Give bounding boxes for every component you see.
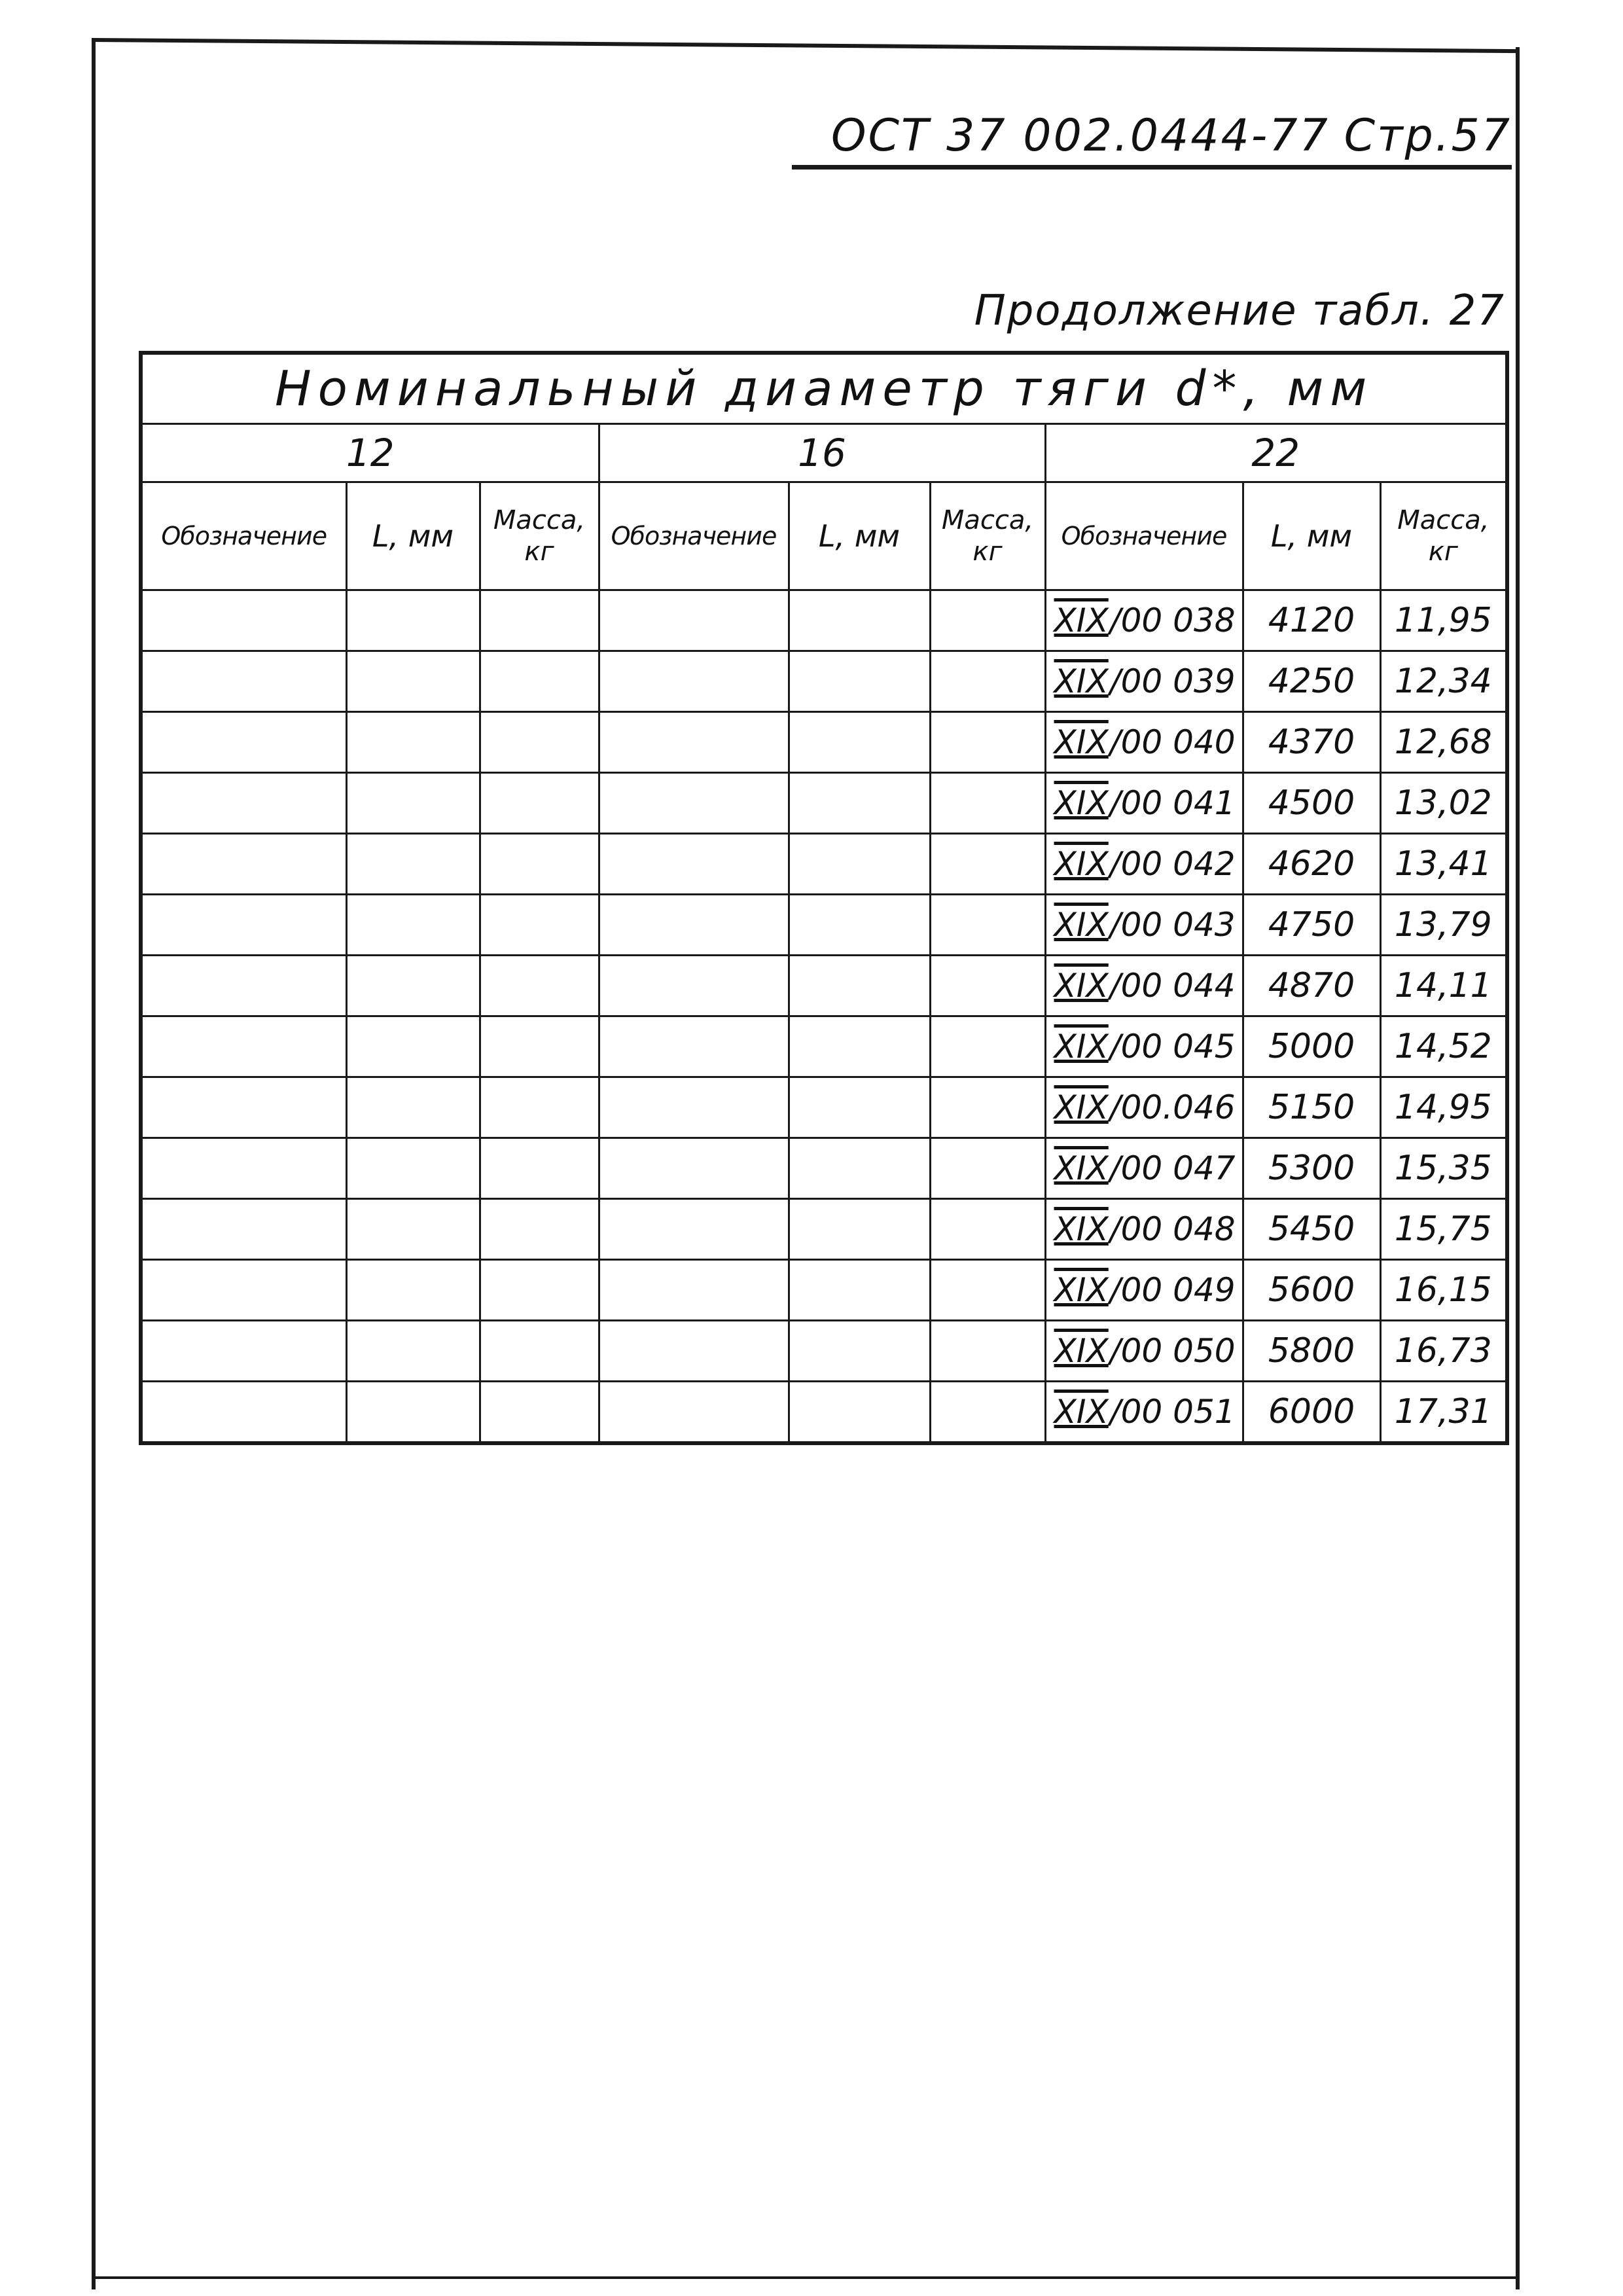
empty-cell bbox=[599, 773, 789, 834]
document-code: ОСТ 37 002.0444-77 bbox=[831, 110, 1330, 162]
length-cell: 5450 bbox=[1243, 1199, 1380, 1260]
empty-cell bbox=[480, 1016, 599, 1077]
designation-prefix: XIX bbox=[1054, 1088, 1109, 1126]
empty-cell bbox=[599, 1199, 789, 1260]
mass-cell: 17,31 bbox=[1380, 1382, 1507, 1444]
designation-prefix: XIX bbox=[1054, 784, 1109, 822]
table-row bbox=[141, 1016, 1507, 1077]
empty-cell bbox=[346, 590, 480, 651]
empty-cell bbox=[930, 1260, 1045, 1321]
designation-code: /00 040 bbox=[1109, 723, 1236, 761]
designation-cell bbox=[1045, 1138, 1243, 1199]
designation-cell bbox=[1045, 834, 1243, 895]
designation-code: /00 047 bbox=[1109, 1149, 1236, 1187]
empty-cell bbox=[141, 651, 346, 712]
table-row bbox=[141, 590, 1507, 651]
designation-prefix: XIX bbox=[1054, 1332, 1109, 1370]
mass-cell: 12,34 bbox=[1380, 651, 1507, 712]
empty-cell bbox=[480, 773, 599, 834]
empty-cell bbox=[930, 773, 1045, 834]
designation-code: /00 049 bbox=[1109, 1271, 1236, 1309]
designation-prefix: XIX bbox=[1054, 906, 1109, 944]
empty-cell bbox=[346, 895, 480, 956]
designation-cell bbox=[1045, 895, 1243, 956]
empty-cell bbox=[346, 1321, 480, 1382]
col-designation-header: Обозначение bbox=[1045, 482, 1243, 590]
mass-cell: 14,11 bbox=[1380, 956, 1507, 1016]
table-row bbox=[141, 651, 1507, 712]
length-cell: 5000 bbox=[1243, 1016, 1380, 1077]
empty-cell bbox=[141, 590, 346, 651]
empty-cell bbox=[480, 834, 599, 895]
empty-cell bbox=[930, 1077, 1045, 1138]
designation-prefix: XIX bbox=[1054, 967, 1109, 1005]
empty-cell bbox=[930, 1016, 1045, 1077]
empty-cell bbox=[480, 895, 599, 956]
empty-cell bbox=[141, 773, 346, 834]
empty-cell bbox=[480, 1260, 599, 1321]
empty-cell bbox=[930, 1321, 1045, 1382]
empty-cell bbox=[599, 1382, 789, 1444]
length-cell: 4250 bbox=[1243, 651, 1380, 712]
designation-cell bbox=[1045, 1199, 1243, 1260]
empty-cell bbox=[480, 1321, 599, 1382]
empty-cell bbox=[930, 1382, 1045, 1444]
designation-cell bbox=[1045, 712, 1243, 773]
designation-code: /00 038 bbox=[1109, 601, 1236, 639]
mass-cell: 16,73 bbox=[1380, 1321, 1507, 1382]
empty-cell bbox=[480, 651, 599, 712]
designation-prefix: XIX bbox=[1054, 723, 1109, 761]
empty-cell bbox=[480, 590, 599, 651]
col-mass-header: Масса, кг bbox=[480, 482, 599, 590]
empty-cell bbox=[480, 1138, 599, 1199]
col-designation-header: Обозначение bbox=[599, 482, 789, 590]
mass-cell: 13,79 bbox=[1380, 895, 1507, 956]
document-header bbox=[831, 110, 1512, 169]
designation-prefix: XIX bbox=[1054, 1210, 1109, 1248]
length-cell: 4870 bbox=[1243, 956, 1380, 1016]
designation-prefix: XIX bbox=[1054, 1393, 1109, 1431]
empty-cell bbox=[789, 712, 930, 773]
designation-prefix: XIX bbox=[1054, 601, 1109, 639]
empty-cell bbox=[480, 956, 599, 1016]
diameter-12-header: 12 bbox=[141, 424, 599, 482]
length-cell: 6000 bbox=[1243, 1382, 1380, 1444]
table-row bbox=[141, 1138, 1507, 1199]
empty-cell bbox=[599, 1321, 789, 1382]
length-cell: 5800 bbox=[1243, 1321, 1380, 1382]
empty-cell bbox=[141, 834, 346, 895]
mass-cell: 15,35 bbox=[1380, 1138, 1507, 1199]
length-cell: 4120 bbox=[1243, 590, 1380, 651]
table-title: Номинальный диаметр тяги d*, мм bbox=[141, 353, 1507, 424]
empty-cell bbox=[930, 834, 1045, 895]
empty-cell bbox=[789, 895, 930, 956]
table-row bbox=[141, 1199, 1507, 1260]
mass-cell: 13,02 bbox=[1380, 773, 1507, 834]
empty-cell bbox=[599, 651, 789, 712]
empty-cell bbox=[346, 1138, 480, 1199]
col-mass-header: Масса, кг bbox=[1380, 482, 1507, 590]
empty-cell bbox=[789, 590, 930, 651]
mass-cell: 11,95 bbox=[1380, 590, 1507, 651]
designation-code: /00 050 bbox=[1109, 1332, 1236, 1370]
empty-cell bbox=[789, 651, 930, 712]
empty-cell bbox=[930, 1199, 1045, 1260]
empty-cell bbox=[789, 1382, 930, 1444]
page-frame-right bbox=[1516, 47, 1520, 2289]
empty-cell bbox=[346, 834, 480, 895]
designation-code: /00 042 bbox=[1109, 845, 1236, 883]
empty-cell bbox=[346, 1016, 480, 1077]
empty-cell bbox=[930, 651, 1045, 712]
designation-cell bbox=[1045, 1077, 1243, 1138]
empty-cell bbox=[346, 773, 480, 834]
length-cell: 4620 bbox=[1243, 834, 1380, 895]
diameter-22-header: 22 bbox=[1045, 424, 1507, 482]
empty-cell bbox=[789, 1138, 930, 1199]
designation-code: /00 041 bbox=[1109, 784, 1236, 822]
page-frame-top bbox=[92, 38, 1518, 53]
designation-code: /00 045 bbox=[1109, 1028, 1236, 1066]
table-row bbox=[141, 773, 1507, 834]
table-row bbox=[141, 895, 1507, 956]
designation-code: /00 043 bbox=[1109, 906, 1236, 944]
header-rule bbox=[792, 165, 1512, 170]
designation-cell bbox=[1045, 1260, 1243, 1321]
empty-cell bbox=[141, 1077, 346, 1138]
col-mass-header: Масса, кг bbox=[930, 482, 1045, 590]
empty-cell bbox=[599, 1138, 789, 1199]
empty-cell bbox=[141, 1138, 346, 1199]
mass-cell: 14,52 bbox=[1380, 1016, 1507, 1077]
diameter-16-header: 16 bbox=[599, 424, 1045, 482]
empty-cell bbox=[599, 834, 789, 895]
designation-cell bbox=[1045, 1382, 1243, 1444]
empty-cell bbox=[346, 1077, 480, 1138]
empty-cell bbox=[599, 1260, 789, 1321]
length-cell: 4750 bbox=[1243, 895, 1380, 956]
page-number: Стр.57 bbox=[1344, 110, 1512, 162]
empty-cell bbox=[141, 1382, 346, 1444]
designation-cell bbox=[1045, 956, 1243, 1016]
table-row bbox=[141, 1260, 1507, 1321]
empty-cell bbox=[789, 956, 930, 1016]
col-length-header: L, мм bbox=[346, 482, 480, 590]
empty-cell bbox=[480, 1077, 599, 1138]
empty-cell bbox=[346, 712, 480, 773]
mass-cell: 14,95 bbox=[1380, 1077, 1507, 1138]
designation-cell bbox=[1045, 1016, 1243, 1077]
designation-cell bbox=[1045, 590, 1243, 651]
designation-cell bbox=[1045, 651, 1243, 712]
empty-cell bbox=[480, 1382, 599, 1444]
table-row bbox=[141, 956, 1507, 1016]
empty-cell bbox=[480, 712, 599, 773]
designation-prefix: XIX bbox=[1054, 1028, 1109, 1066]
empty-cell bbox=[599, 1077, 789, 1138]
empty-cell bbox=[599, 712, 789, 773]
empty-cell bbox=[599, 590, 789, 651]
mass-cell: 13,41 bbox=[1380, 834, 1507, 895]
empty-cell bbox=[789, 834, 930, 895]
designation-prefix: XIX bbox=[1054, 1149, 1109, 1187]
empty-cell bbox=[599, 1016, 789, 1077]
designation-code: /00.046 bbox=[1109, 1088, 1236, 1126]
designation-cell bbox=[1045, 1321, 1243, 1382]
mass-cell: 15,75 bbox=[1380, 1199, 1507, 1260]
empty-cell bbox=[789, 1077, 930, 1138]
rod-table bbox=[139, 351, 1509, 1445]
empty-cell bbox=[480, 1199, 599, 1260]
table-row bbox=[141, 1382, 1507, 1444]
empty-cell bbox=[141, 1321, 346, 1382]
table-row bbox=[141, 1077, 1507, 1138]
table-continuation-caption: Продолжение табл. 27 bbox=[974, 287, 1505, 335]
col-length-header: L, мм bbox=[1243, 482, 1380, 590]
empty-cell bbox=[930, 895, 1045, 956]
designation-code: /00 048 bbox=[1109, 1210, 1236, 1248]
empty-cell bbox=[141, 1199, 346, 1260]
empty-cell bbox=[346, 1382, 480, 1444]
empty-cell bbox=[599, 895, 789, 956]
empty-cell bbox=[346, 1260, 480, 1321]
designation-cell bbox=[1045, 773, 1243, 834]
empty-cell bbox=[789, 1321, 930, 1382]
empty-cell bbox=[930, 712, 1045, 773]
col-designation-header: Обозначение bbox=[141, 482, 346, 590]
designation-prefix: XIX bbox=[1054, 1271, 1109, 1309]
length-cell: 4500 bbox=[1243, 773, 1380, 834]
page-frame-left bbox=[92, 38, 96, 2289]
mass-cell: 12,68 bbox=[1380, 712, 1507, 773]
table-row bbox=[141, 1321, 1507, 1382]
empty-cell bbox=[141, 712, 346, 773]
table-row bbox=[141, 834, 1507, 895]
empty-cell bbox=[141, 895, 346, 956]
empty-cell bbox=[346, 651, 480, 712]
length-cell: 4370 bbox=[1243, 712, 1380, 773]
empty-cell bbox=[789, 1199, 930, 1260]
designation-code: /00 044 bbox=[1109, 967, 1236, 1005]
empty-cell bbox=[346, 956, 480, 1016]
mass-cell: 16,15 bbox=[1380, 1260, 1507, 1321]
empty-cell bbox=[599, 956, 789, 1016]
designation-prefix: XIX bbox=[1054, 662, 1109, 700]
empty-cell bbox=[141, 956, 346, 1016]
empty-cell bbox=[141, 1016, 346, 1077]
empty-cell bbox=[789, 773, 930, 834]
designation-code: /00 051 bbox=[1109, 1393, 1236, 1431]
length-cell: 5150 bbox=[1243, 1077, 1380, 1138]
designation-prefix: XIX bbox=[1054, 845, 1109, 883]
empty-cell bbox=[930, 590, 1045, 651]
page-frame-bottom bbox=[92, 2276, 1520, 2279]
empty-cell bbox=[930, 956, 1045, 1016]
length-cell: 5300 bbox=[1243, 1138, 1380, 1199]
empty-cell bbox=[789, 1260, 930, 1321]
col-length-header: L, мм bbox=[789, 482, 930, 590]
empty-cell bbox=[346, 1199, 480, 1260]
designation-code: /00 039 bbox=[1109, 662, 1236, 700]
empty-cell bbox=[930, 1138, 1045, 1199]
table-row bbox=[141, 712, 1507, 773]
empty-cell bbox=[789, 1016, 930, 1077]
empty-cell bbox=[141, 1260, 346, 1321]
length-cell: 5600 bbox=[1243, 1260, 1380, 1321]
